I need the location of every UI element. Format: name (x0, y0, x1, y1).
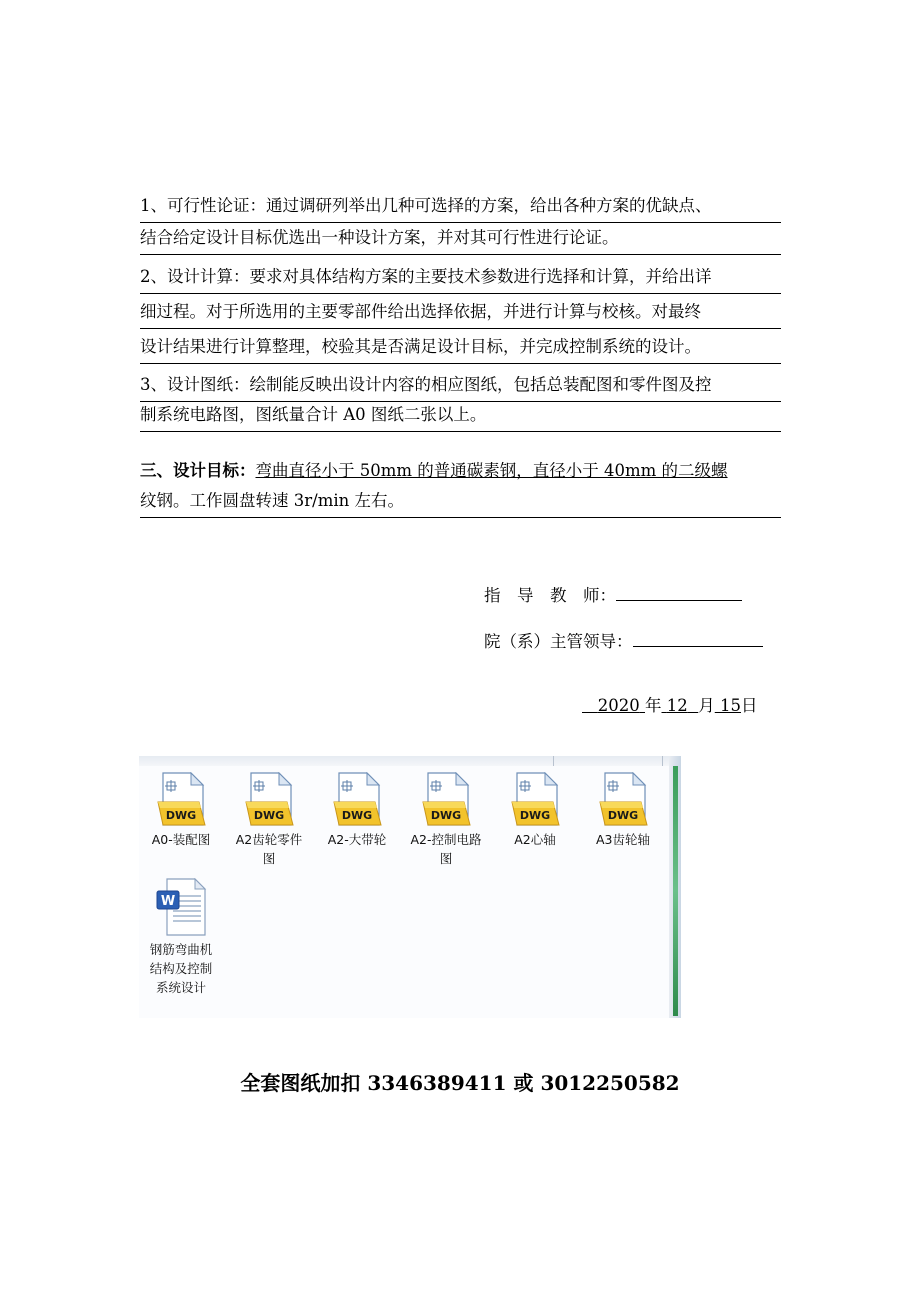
file-name-label: A2-大带轮 (327, 832, 387, 847)
dwg-file-icon (243, 772, 295, 826)
design-goal-line1: 三、设计目标：弯曲直径小于 50mm 的普通碳素钢，直径小于 40mm 的二级螺 (140, 461, 728, 480)
column-divider (662, 756, 663, 766)
file-item[interactable] (227, 772, 311, 868)
date-year-unit: 年 (645, 696, 662, 715)
advisor-signature-row (484, 582, 742, 608)
svg-text:DWG: DWG (341, 809, 373, 822)
para2-line1: 2、设计计算：要求对具体结构方案的主要技术参数进行选择和计算，并给出详 (140, 261, 781, 294)
dwg-file-icon (420, 772, 472, 826)
scrollbar-track (673, 766, 678, 1016)
file-item[interactable] (493, 772, 577, 849)
dwg-file-icon (331, 772, 383, 826)
file-name-label: A2齿轮零件图 (235, 832, 303, 866)
leader-signature-row (484, 628, 763, 654)
svg-text:DWG: DWG (165, 809, 197, 822)
para2-line2: 细过程。对于所选用的主要零部件给出选择依据，并进行计算与校核。对最终 (140, 296, 781, 329)
file-item[interactable] (139, 772, 223, 849)
advisor-label: 指 导 教 师： (484, 586, 616, 605)
file-item[interactable] (139, 878, 223, 997)
svg-text:DWG: DWG (430, 809, 462, 822)
footer-contact: 全套图纸加扣 3346389411 或 3012250582 (240, 1071, 680, 1095)
design-goal-line2: 纹钢。工作圆盘转速 3r/min 左右。 (140, 485, 781, 518)
dwg-file-icon (509, 772, 561, 826)
para1-line2: 结合给定设计目标优选出一种设计方案，并对其可行性进行论证。 (140, 222, 781, 255)
dwg-file-icon (155, 772, 207, 826)
file-name-label: A3齿轮轴 (595, 832, 650, 847)
date-day-unit: 日 (741, 696, 758, 715)
file-item[interactable] (315, 772, 399, 849)
column-divider (553, 756, 554, 766)
date-month: 12 (666, 696, 688, 715)
explorer-header-bar (139, 756, 681, 766)
advisor-signature-blank (616, 582, 742, 601)
svg-text:W: W (160, 894, 176, 909)
file-name-label: A2心轴 (514, 832, 556, 847)
leader-signature-blank (633, 628, 763, 647)
explorer-scrollbar[interactable] (669, 756, 681, 1018)
para1-line1: 1、可行性论证：通过调研列举出几种可选择的方案，给出各种方案的优缺点、 (140, 190, 781, 223)
design-goal-heading: 三、设计目标 (140, 461, 239, 480)
word-document-icon (155, 878, 207, 936)
dwg-file-icon (597, 772, 649, 826)
file-name-label: 钢筋弯曲机结构及控制系统设计 (149, 942, 213, 995)
svg-text:DWG: DWG (519, 809, 551, 822)
file-explorer-screenshot (139, 756, 681, 1018)
date-month-unit: 月 (698, 696, 715, 715)
leader-label: 院（系）主管领导： (484, 632, 633, 651)
file-name-label: A0-装配图 (151, 832, 211, 847)
para3-line1: 3、设计图纸：绘制能反映出设计内容的相应图纸，包括总装配图和零件图及控 (140, 369, 781, 402)
file-item[interactable] (404, 772, 488, 868)
para3-line2: 制系统电路图，图纸量合计 A0 图纸二张以上。 (140, 399, 781, 432)
design-goal-text1: 弯曲直径小于 50mm 的普通碳素钢，直径小于 40mm 的二级螺 (255, 461, 728, 480)
date-line (582, 694, 758, 718)
date-year: 2020 (597, 696, 640, 715)
svg-text:DWG: DWG (607, 809, 639, 822)
svg-text:DWG: DWG (253, 809, 285, 822)
date-day: 15 (720, 696, 741, 715)
file-name-label: A2-控制电路图 (410, 832, 482, 866)
file-item[interactable] (581, 772, 665, 849)
para2-line3: 设计结果进行计算整理，校验其是否满足设计目标，并完成控制系统的设计。 (140, 331, 781, 364)
